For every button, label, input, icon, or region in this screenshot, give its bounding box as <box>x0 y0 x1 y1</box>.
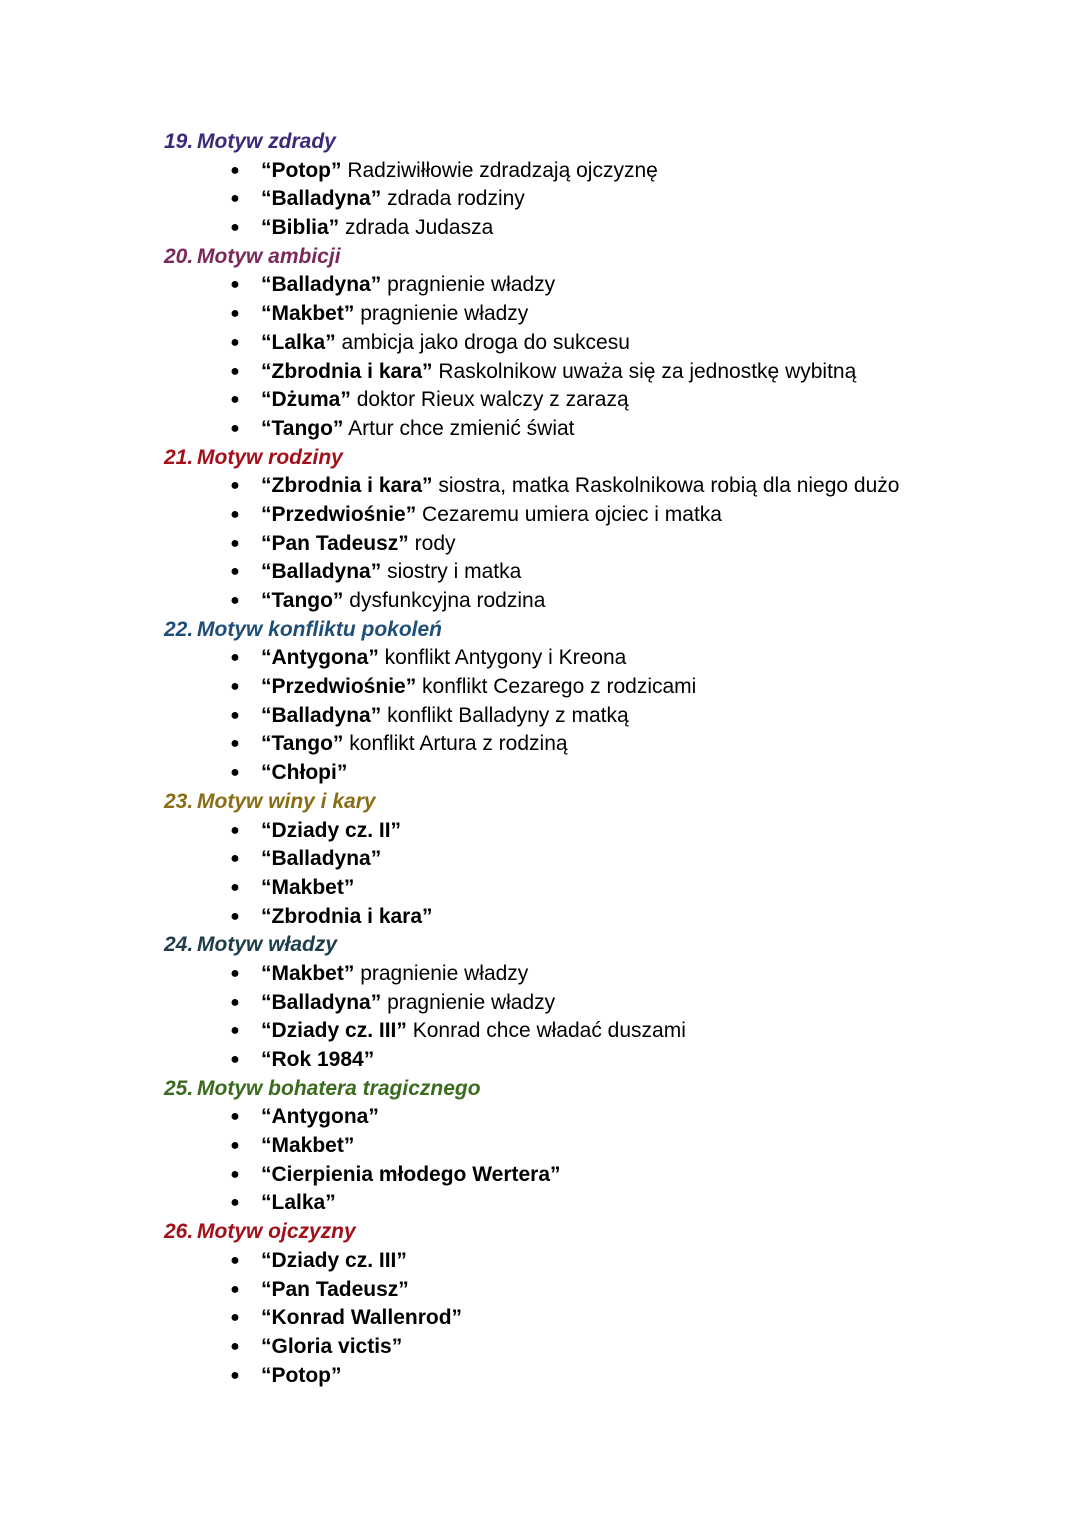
work-title: “Makbet” <box>261 302 355 326</box>
work-title: “Dżuma” <box>261 388 351 412</box>
work-list <box>0 960 1080 1075</box>
section-heading <box>0 1075 1080 1104</box>
list-item <box>0 558 1080 587</box>
list-item <box>0 415 1080 444</box>
bullet-icon: ● <box>230 161 240 179</box>
motif-section-22 <box>0 616 1080 788</box>
list-item <box>0 1132 1080 1161</box>
bullet-icon: ● <box>230 850 240 868</box>
work-note: Cezaremu umiera ojciec i matka <box>422 502 722 526</box>
list-item <box>0 185 1080 214</box>
bullet-icon: ● <box>230 821 240 839</box>
bullet-icon: ● <box>230 649 240 667</box>
work-note: pragnienie władzy <box>360 302 529 326</box>
work-title: “Tango” <box>261 732 344 756</box>
work-note: zdrada Judasza <box>345 216 494 240</box>
section-title: Motyw zdrady <box>197 130 336 153</box>
work-list <box>0 472 1080 615</box>
motif-section-24 <box>0 931 1080 1074</box>
work-title: “Balladyna” <box>261 703 382 727</box>
work-note: konflikt Balladyny z matką <box>387 703 629 727</box>
work-note: pragnienie władzy <box>387 273 556 297</box>
section-number: 20. <box>164 244 194 268</box>
work-title: “Potop” <box>261 1363 342 1387</box>
bullet-icon: ● <box>230 993 240 1011</box>
section-heading <box>0 128 1080 157</box>
bullet-icon: ● <box>230 706 240 724</box>
bullet-icon: ● <box>230 592 240 609</box>
work-title: “Konrad Wallenrod” <box>261 1306 463 1330</box>
bullet-icon: ● <box>230 419 240 437</box>
work-title: “Makbet” <box>261 1134 355 1158</box>
section-number: 22. <box>164 617 194 641</box>
motif-section-26 <box>0 1218 1080 1390</box>
list-item <box>0 1161 1080 1190</box>
work-title: “Dziady cz. III” <box>261 1019 407 1043</box>
work-title: “Rok 1984” <box>261 1048 375 1071</box>
list-item <box>0 903 1080 932</box>
work-note: Raskolnikow uważa się za jednostkę wybitną <box>438 359 857 383</box>
list-item <box>0 271 1080 300</box>
work-list <box>0 644 1080 787</box>
work-title: “Pan Tadeusz” <box>261 1277 409 1301</box>
work-note: konflikt Artura z rodziną <box>349 732 568 756</box>
section-number: 23. <box>164 789 194 813</box>
bullet-icon: ● <box>230 907 240 925</box>
work-note: Artur chce zmienić świat <box>348 416 575 440</box>
list-item <box>0 644 1080 673</box>
work-title: “Dziady cz. III” <box>261 1248 407 1272</box>
bullet-icon: ● <box>230 563 240 581</box>
bullet-icon: ● <box>230 735 240 753</box>
work-list <box>0 157 1080 243</box>
section-title: Motyw winy i kary <box>197 789 376 813</box>
work-title: “Zbrodnia i kara” <box>261 474 433 498</box>
bullet-icon: ● <box>230 333 240 351</box>
work-title: “Lalka” <box>261 330 336 354</box>
list-item <box>0 1276 1080 1305</box>
bullet-icon: ● <box>230 1309 240 1327</box>
work-title: “Balladyna” <box>261 847 382 871</box>
work-title: “Zbrodnia i kara” <box>261 359 433 383</box>
list-item <box>0 1247 1080 1276</box>
list-item <box>0 730 1080 759</box>
list-item <box>0 300 1080 329</box>
work-note: siostra, matka Raskolnikowa robią dla niego dużo <box>438 474 900 498</box>
section-title: Motyw ambicji <box>197 244 341 268</box>
bullet-icon: ● <box>230 878 240 896</box>
list-item <box>0 989 1080 1018</box>
work-note: pragnienie władzy <box>360 961 529 985</box>
bullet-icon: ● <box>230 505 240 523</box>
work-title: “Pan Tadeusz” <box>261 531 409 555</box>
motif-section-23 <box>0 788 1080 931</box>
work-note: konflikt Antygony i Kreona <box>384 646 627 670</box>
bullet-icon: ● <box>230 1280 240 1298</box>
section-title: Motyw bohatera tragicznego <box>197 1076 481 1100</box>
work-title: “Biblia” <box>261 216 340 240</box>
list-item <box>0 817 1080 846</box>
work-note: dysfunkcyjna rodzina <box>349 589 546 612</box>
list-item <box>0 1017 1080 1046</box>
work-note: pragnienie władzy <box>387 990 556 1014</box>
work-title: “Balladyna” <box>261 187 382 211</box>
work-note: konflikt Cezarego z rodzicami <box>422 675 697 699</box>
work-note: zdrada rodziny <box>387 187 525 211</box>
list-item <box>0 472 1080 501</box>
work-title: “Balladyna” <box>261 990 382 1014</box>
list-item <box>0 702 1080 731</box>
section-title: Motyw ojczyzny <box>197 1220 356 1244</box>
list-item <box>0 845 1080 874</box>
motif-section-20 <box>0 243 1080 444</box>
work-title: “Chłopi” <box>261 761 348 785</box>
bullet-icon: ● <box>230 1051 240 1068</box>
list-item <box>0 501 1080 530</box>
bullet-icon: ● <box>230 1165 240 1183</box>
section-heading <box>0 616 1080 645</box>
list-item <box>0 1189 1080 1218</box>
bullet-icon: ● <box>230 1337 240 1355</box>
list-item <box>0 157 1080 186</box>
section-number: 26. <box>164 1220 194 1244</box>
work-title: “Antygona” <box>261 1105 379 1129</box>
section-heading <box>0 1218 1080 1247</box>
work-title: “Tango” <box>261 416 344 440</box>
work-note: ambicja jako droga do sukcesu <box>341 330 630 354</box>
list-item <box>0 1046 1080 1075</box>
bullet-icon: ● <box>230 764 240 782</box>
work-title: “Antygona” <box>261 646 379 670</box>
motif-section-19 <box>0 128 1080 243</box>
bullet-icon: ● <box>230 534 240 552</box>
section-heading <box>0 788 1080 817</box>
list-item <box>0 358 1080 387</box>
section-title: Motyw rodziny <box>197 445 343 469</box>
list-item <box>0 1362 1080 1391</box>
work-title: “Dziady cz. II” <box>261 818 402 842</box>
list-item <box>0 530 1080 559</box>
list-item <box>0 874 1080 903</box>
work-title: “Makbet” <box>261 961 355 985</box>
work-list <box>0 271 1080 443</box>
list-item <box>0 759 1080 788</box>
list-item <box>0 1333 1080 1362</box>
section-number: 24. <box>164 933 194 957</box>
motif-section-25 <box>0 1075 1080 1218</box>
section-title: Motyw konfliktu pokoleń <box>197 617 442 641</box>
section-heading <box>0 931 1080 960</box>
list-item <box>0 214 1080 243</box>
work-list <box>0 1247 1080 1390</box>
document-page <box>0 128 1080 1390</box>
list-item <box>0 673 1080 702</box>
section-heading <box>0 243 1080 272</box>
work-note: doktor Rieux walczy z zarazą <box>356 388 629 412</box>
list-item <box>0 329 1080 358</box>
work-note: Radziwiłłowie zdradzają ojczyznę <box>347 158 658 182</box>
work-title: “Lalka” <box>261 1191 336 1215</box>
section-number: 21. <box>164 445 194 469</box>
bullet-icon: ● <box>230 276 240 294</box>
bullet-icon: ● <box>230 362 240 380</box>
work-title: “Cierpienia młodego Wertera” <box>261 1162 561 1186</box>
work-title: “Przedwiośnie” <box>261 675 417 699</box>
work-list <box>0 1103 1080 1218</box>
list-item <box>0 1103 1080 1132</box>
work-title: “Gloria victis” <box>261 1334 403 1358</box>
bullet-icon: ● <box>230 1194 240 1212</box>
bullet-icon: ● <box>230 1251 240 1269</box>
section-number: 25. <box>164 1076 194 1100</box>
list-item <box>0 960 1080 989</box>
bullet-icon: ● <box>230 1108 240 1126</box>
bullet-icon: ● <box>230 190 240 208</box>
work-title: “Zbrodnia i kara” <box>261 904 433 928</box>
section-number: 19. <box>164 130 194 153</box>
work-note: siostry i matka <box>387 560 522 584</box>
bullet-icon: ● <box>230 964 240 982</box>
work-title: “Makbet” <box>261 875 355 899</box>
bullet-icon: ● <box>230 391 240 409</box>
bullet-icon: ● <box>230 219 240 237</box>
work-title: “Potop” <box>261 158 342 182</box>
list-item <box>0 587 1080 616</box>
work-list <box>0 817 1080 932</box>
list-item <box>0 386 1080 415</box>
bullet-icon: ● <box>230 1366 240 1384</box>
bullet-icon: ● <box>230 305 240 323</box>
work-note: Konrad chce władać duszami <box>412 1019 686 1043</box>
work-title: “Balladyna” <box>261 273 382 297</box>
work-title: “Przedwiośnie” <box>261 502 417 526</box>
bullet-icon: ● <box>230 678 240 696</box>
bullet-icon: ● <box>230 477 240 495</box>
section-heading <box>0 444 1080 473</box>
section-title: Motyw władzy <box>197 933 338 957</box>
bullet-icon: ● <box>230 1137 240 1155</box>
list-item <box>0 1304 1080 1333</box>
bullet-icon: ● <box>230 1022 240 1040</box>
work-title: “Tango” <box>261 589 344 612</box>
motif-section-21 <box>0 444 1080 616</box>
work-note: rody <box>414 531 456 555</box>
work-title: “Balladyna” <box>261 560 382 584</box>
